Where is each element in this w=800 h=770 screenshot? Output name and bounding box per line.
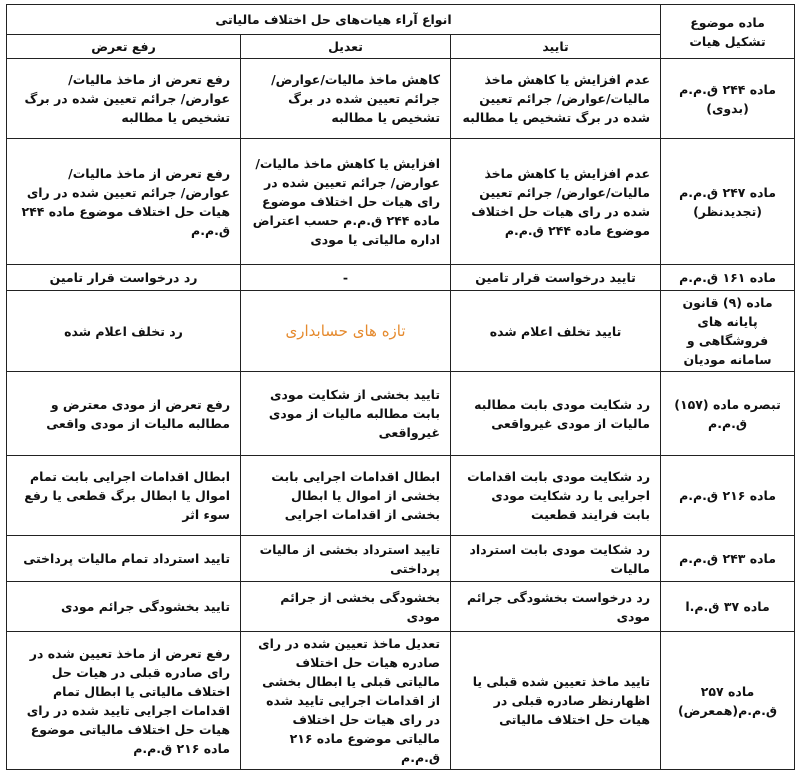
table-row — [7, 59, 795, 139]
remove-cell: رد درخواست قرار تامین — [7, 265, 241, 291]
confirm-column-header: تایید — [451, 35, 661, 59]
subject-cell: ماده (۹) قانون پایانه های فروشگاهی و سامانه مودیان — [661, 291, 795, 372]
subject-cell: ماده ۲۴۴ ق.م.م (بدوی) — [661, 59, 795, 139]
adjust-cell — [241, 291, 451, 372]
remove-cell: رفع تعرض از ماخذ مالیات/ عوارض/ جرائم تعیین شده در رای هیات حل اختلاف موضوع ماده ۲۴۴ ق.م.م — [7, 139, 241, 265]
remove-cell: رفع تعرض از ماخذ مالیات/ عوارض/ جرائم تعیین شده در برگ تشخیص یا مطالبه — [7, 59, 241, 139]
subject-cell: ماده ۳۷ ق.م.ا — [661, 582, 795, 632]
watermark-text: تازه های حسابداری — [285, 321, 406, 340]
adjust-cell: افزایش یا کاهش ماخذ مالیات/عوارض/ جرائم تعیین شده در رای هیات حل اختلاف موضوع ماده ۲۴۴ ق.م.م حسب اعتراض اداره مالیاتی یا مودی — [241, 139, 451, 265]
confirm-cell: تایید درخواست قرار تامین — [451, 265, 661, 291]
subject-column-header: ماده موضوع تشکیل هیات — [661, 5, 795, 59]
remove-cell: ابطال اقدامات اجرایی بابت تمام اموال یا ابطال برگ قطعی یا رفع سوء اثر — [7, 456, 241, 536]
subject-cell: ماده ۲۴۷ ق.م.م (تجدیدنظر) — [661, 139, 795, 265]
table-row — [7, 372, 795, 456]
subject-cell: ماده ۲۱۶ ق.م.م — [661, 456, 795, 536]
subject-cell: ماده ۲۴۳ ق.م.م — [661, 536, 795, 582]
header-row-top — [7, 5, 795, 35]
table-row — [7, 582, 795, 632]
confirm-cell: عدم افزایش یا کاهش ماخذ مالیات/عوارض/ جرائم تعیین شده در برگ تشخیص یا مطالبه — [451, 59, 661, 139]
table-row — [7, 632, 795, 770]
confirm-cell: رد شکایت مودی بابت مطالبه مالیات از مودی غیرواقعی — [451, 372, 661, 456]
remove-cell: تایید بخشودگی جرائم مودی — [7, 582, 241, 632]
subject-cell: تبصره ماده (۱۵۷) ق.م.م — [661, 372, 795, 456]
remove-cell: تایید استرداد تمام مالیات پرداختی — [7, 536, 241, 582]
adjust-cell: ابطال اقدامات اجرایی بابت بخشی از اموال یا ابطال بخشی از اقدامات اجرایی — [241, 456, 451, 536]
rulings-group-header: انواع آراء هیات‌های حل اختلاف مالیاتی — [7, 5, 661, 35]
confirm-cell: رد درخواست بخشودگی جرائم مودی — [451, 582, 661, 632]
table-row — [7, 139, 795, 265]
remove-cell: رفع تعرض از ماخذ تعیین شده در رای صادره قبلی در هیات حل اختلاف مالیاتی یا ابطال تمام اقدامات اجرایی تایید شده در رای هیات حل اختلاف مالیاتی موضوع ماده ۲۱۶ ق.م.م — [7, 632, 241, 770]
confirm-cell: عدم افزایش یا کاهش ماخذ مالیات/عوارض/ جرائم تعیین شده در رای هیات حل اختلاف موضوع ماده ۲۴۴ ق.م.م — [451, 139, 661, 265]
table-row — [7, 456, 795, 536]
remove-cell: رد تخلف اعلام شده — [7, 291, 241, 372]
adjust-cell: کاهش ماخذ مالیات/عوارض/ جرائم تعیین شده در برگ تشخیص یا مطالبه — [241, 59, 451, 139]
adjust-column-header: تعدیل — [241, 35, 451, 59]
tax-dispute-rulings-table-container — [6, 4, 794, 770]
adjust-cell: - — [241, 265, 451, 291]
subject-cell: ماده ۲۵۷ ق.م.م(همعرض) — [661, 632, 795, 770]
confirm-cell: رد شکایت مودی بابت اقدامات اجرایی یا رد شکایت مودی بابت فرایند قطعیت — [451, 456, 661, 536]
subject-cell: ماده ۱۶۱ ق.م.م — [661, 265, 795, 291]
adjust-cell: بخشودگی بخشی از جرائم مودی — [241, 582, 451, 632]
confirm-cell: تایید تخلف اعلام شده — [451, 291, 661, 372]
tax-dispute-rulings-table — [6, 4, 795, 770]
remove-cell: رفع تعرض از مودی معترض و مطالبه مالیات از مودی واقعی — [7, 372, 241, 456]
table-row — [7, 291, 795, 372]
adjust-cell: تایید استرداد بخشی از مالیات پرداختی — [241, 536, 451, 582]
adjust-cell: تعدیل ماخذ تعیین شده در رای صادره هیات حل اختلاف مالیاتی قبلی یا ابطال بخشی از اقدامات اجرایی تایید شده در رای هیات حل اختلاف مالیاتی موضوع ماده ۲۱۶ ق.م.م — [241, 632, 451, 770]
remove-column-header: رفع تعرض — [7, 35, 241, 59]
table-row — [7, 536, 795, 582]
adjust-cell: تایید بخشی از شکایت مودی بابت مطالبه مالیات از مودی غیرواقعی — [241, 372, 451, 456]
table-row — [7, 265, 795, 291]
confirm-cell: رد شکایت مودی بابت استرداد مالیات — [451, 536, 661, 582]
confirm-cell: تایید ماخذ تعیین شده قبلی یا اظهارنظر صادره قبلی در هیات حل اختلاف مالیاتی — [451, 632, 661, 770]
